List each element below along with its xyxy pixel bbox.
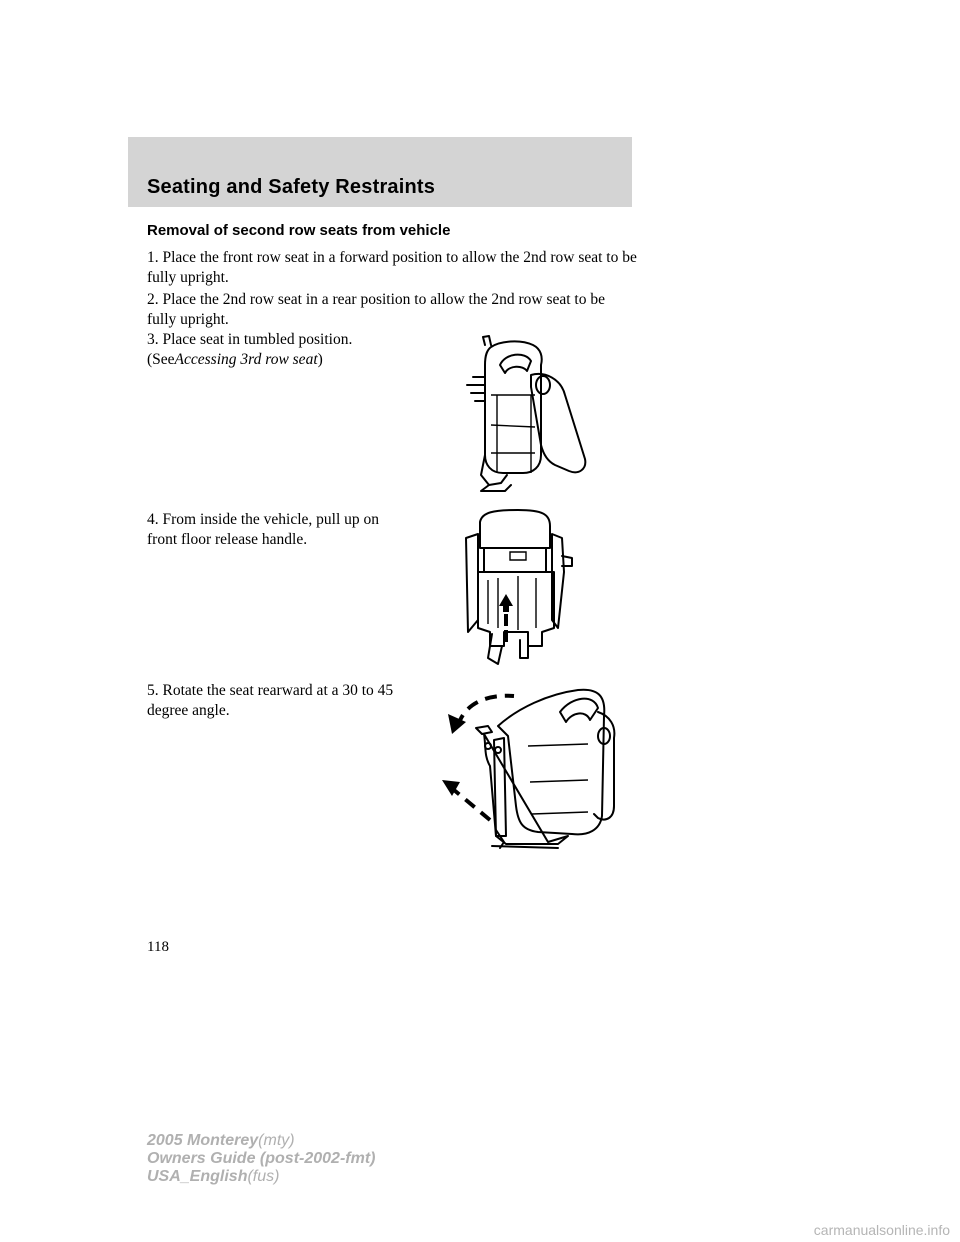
step-2-text: 2. Place the 2nd row seat in a rear position to allow the 2nd row seat to be fully upright. (147, 291, 605, 328)
floor-release-handle-illustration (458, 508, 578, 668)
cross-reference-link: Accessing 3rd row seat (174, 351, 318, 368)
rotate-seat-illustration (438, 686, 628, 856)
watermark: carmanualsonline.info (813, 1222, 950, 1238)
step-5-text: 5. Rotate the seat rearward at a 30 to 45 degree angle. (147, 682, 394, 719)
page-title: Seating and Safety Restraints (147, 176, 436, 198)
step-1-text: 1. Place the front row seat in a forward position to allow the 2nd row seat to be fully upright. (147, 249, 637, 286)
document-footer: 2005 Monterey(mty) Owners Guide (post-2002-fmt) USA_English(fus) (147, 1132, 376, 1185)
section-heading: Removal of second row seats from vehicle (147, 222, 451, 239)
step-4-text: 4. From inside the vehicle, pull up on front floor release handle. (147, 511, 380, 548)
tumbled-seat-illustration (445, 335, 595, 495)
step-3-text: 3. Place seat in tumbled position. (SeeAccessing 3rd row seat) (147, 331, 353, 368)
page-number: 118 (147, 939, 169, 955)
